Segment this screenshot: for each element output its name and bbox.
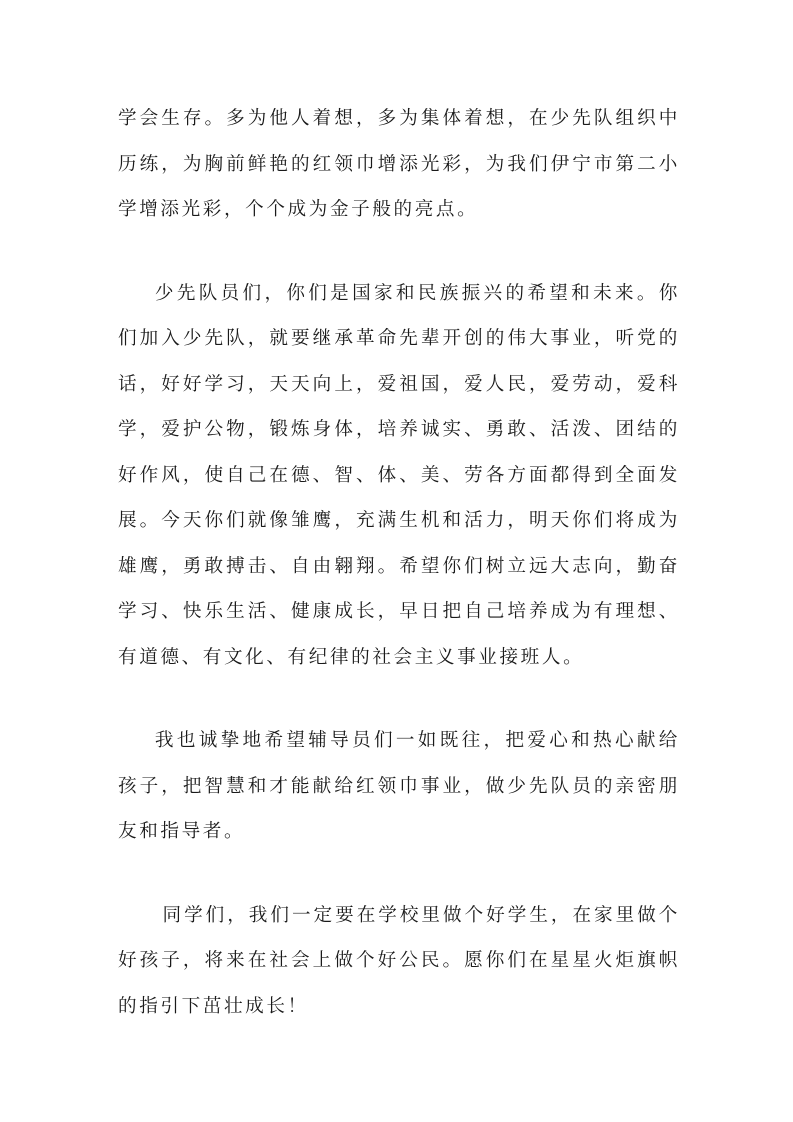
document-body xyxy=(118,96,680,1029)
paragraph-1: 学会生存。多为他人着想，多为集体着想，在少先队组织中历练，为胸前鲜艳的红领巾增添光彩，为我们伊宁市第二小学增添光彩，个个成为金子般的亮点。 xyxy=(118,108,680,220)
paragraph-2: 少先队员们，你们是国家和民族振兴的希望和未来。你们加入少先队，就要继承革命先辈开创的伟大事业，听党的话，好好学习，天天向上，爱祖国，爱人民，爱劳动，爱科学，爱护公物，锻炼身体，培养诚实、勇敢、活泼、团结的好作风，使自己在德、智、体、美、劳各方面都得到全面发展。今天你们就像雏鹰，充满生机和活力，明天你们将成为雄鹰，勇敢搏击、自由翱翔。希望你们树立远大志向，勤奋学习、快乐生活、健康成长，早日把自己培养成为有理想、有道德、有文化、有纪律的社会主义事业接班人。 xyxy=(118,282,680,668)
paragraph-4: 同学们，我们一定要在学校里做个好学生，在家里做个好孩子，将来在社会上做个好公民。愿你们在星星火炬旗帜的指引下茁壮成长！ xyxy=(118,904,680,1017)
paragraph-3: 我也诚挚地希望辅导员们一如既往，把爱心和热心献给孩子，把智慧和才能献给红领巾事业，做少先队员的亲密朋友和指导者。 xyxy=(118,730,680,842)
